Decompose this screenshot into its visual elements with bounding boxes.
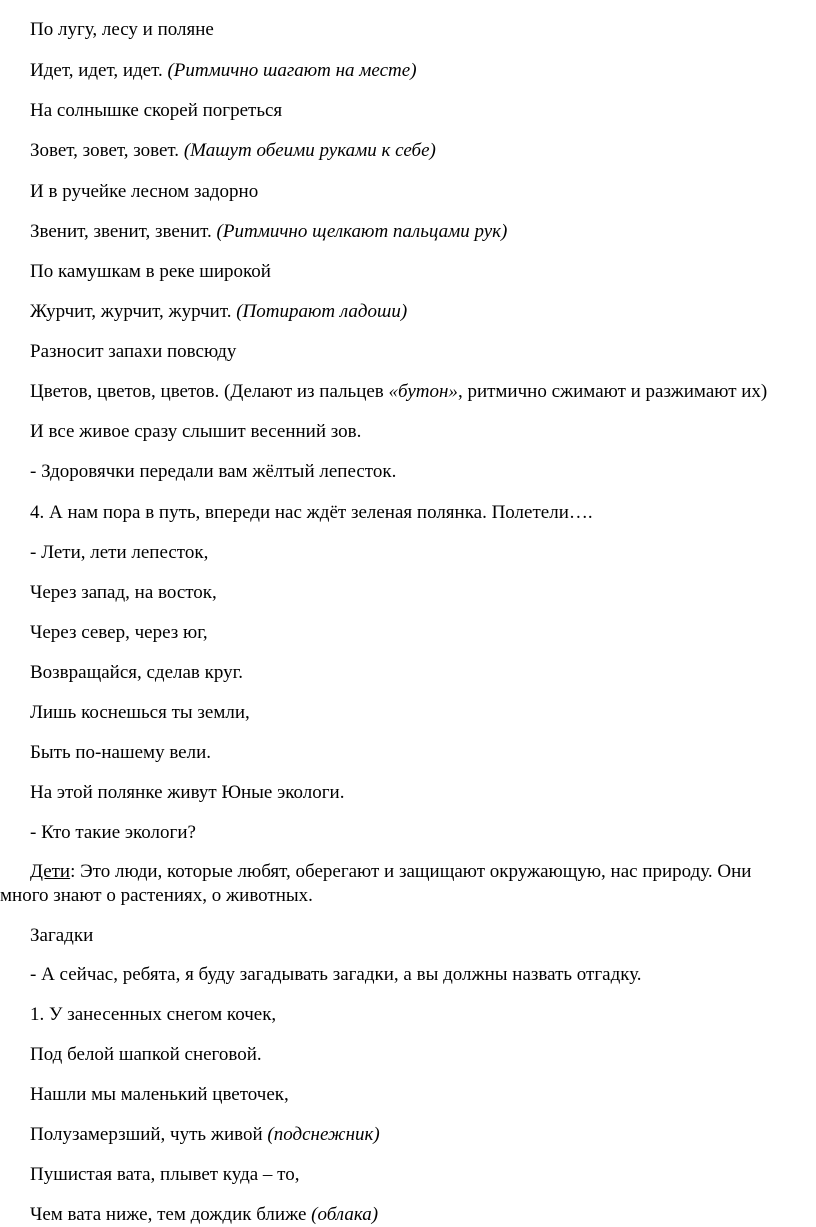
- text-line: [30, 380, 767, 404]
- children-answer-paragraph: [0, 860, 790, 908]
- line-text: По камушкам в реке широкой: [30, 261, 271, 282]
- text-line: [30, 460, 396, 484]
- text-line: [30, 300, 407, 324]
- stage-direction: «бутон»: [388, 381, 458, 402]
- line-text: Возвращайся, сделав круг.: [30, 662, 244, 683]
- stage-direction: (Ритмично шагают на месте): [167, 60, 417, 81]
- line-tail: , ритмично сжимают и разжимают их): [457, 381, 768, 402]
- line-text: Цветов, цветов, цветов. (Делают из пальцев: [30, 381, 389, 402]
- paragraph-continuation: много знают о растениях, о животных.: [0, 885, 313, 906]
- line-text: На этой полянке живут Юные экологи.: [30, 782, 345, 803]
- text-line: [30, 661, 243, 685]
- line-text: 4. А нам пора в путь, впереди нас ждёт зеленая полянка. Полетели….: [30, 502, 593, 523]
- line-text: - Кто такие экологи?: [30, 822, 196, 843]
- text-line: [30, 701, 250, 725]
- text-line: [30, 1043, 262, 1067]
- line-text: И в ручейке лесном задорно: [30, 181, 259, 202]
- stage-direction: (Машут обеими руками к себе): [183, 140, 436, 161]
- text-line: [30, 1083, 289, 1107]
- line-text: Зовет, зовет, зовет.: [30, 140, 184, 161]
- line-text: Быть по-нашему вели.: [30, 742, 212, 763]
- text-line: [30, 1163, 299, 1187]
- line-text: Полузамерзший, чуть живой: [30, 1124, 268, 1145]
- text-line: [30, 59, 417, 83]
- section-heading: [30, 924, 93, 948]
- speaker-label: Дети: [30, 861, 71, 882]
- text-line: [30, 1003, 276, 1027]
- line-text: Чем вата ниже, тем дождик ближе: [30, 1204, 312, 1225]
- riddle-answer: (облака): [311, 1204, 379, 1225]
- text-line: [30, 1203, 378, 1227]
- stage-direction: (Потирают ладоши): [236, 301, 408, 322]
- text-line: [30, 340, 236, 364]
- line-text: Звенит, звенит, звенит.: [30, 221, 217, 242]
- paragraph-text: : Это люди, которые любят, оберегают и защищают окружающую, нас природу. Они: [70, 861, 752, 882]
- line-text: 1. У занесенных снегом кочек,: [30, 1004, 277, 1025]
- heading-text: Загадки: [30, 925, 94, 946]
- line-text: Пушистая вата, плывет куда – то,: [30, 1164, 300, 1185]
- text-line: [30, 220, 507, 244]
- text-line: [30, 581, 217, 605]
- paragraph-first-line: [0, 860, 790, 884]
- line-text: Разносит запахи повсюду: [30, 341, 237, 362]
- line-text: И все живое сразу слышит весенний зов.: [30, 421, 362, 442]
- line-text: - А сейчас, ребята, я буду загадывать загадки, а вы должны назвать отгадку.: [30, 964, 642, 985]
- line-text: - Лети, лети лепесток,: [30, 542, 209, 563]
- text-line: [30, 621, 208, 645]
- riddle-answer: (подснежник): [267, 1124, 380, 1145]
- text-line: [30, 963, 642, 987]
- line-text: Через север, через юг,: [30, 622, 208, 643]
- text-line: [30, 741, 211, 765]
- text-line: [30, 260, 271, 284]
- line-text: Нашли мы маленький цветочек,: [30, 1084, 289, 1105]
- line-text: По лугу, лесу и поляне: [30, 19, 214, 40]
- line-text: Журчит, журчит, журчит.: [30, 301, 237, 322]
- text-line: [30, 821, 196, 845]
- text-line: [30, 139, 436, 163]
- line-text: На солнышке скорей погреться: [30, 100, 283, 121]
- text-line: [30, 180, 258, 204]
- line-text: Через запад, на восток,: [30, 582, 217, 603]
- line-text: - Здоровячки передали вам жёлтый лепесток.: [30, 461, 397, 482]
- stage-direction: (Ритмично щелкают пальцами рук): [216, 221, 508, 242]
- text-line: [30, 18, 214, 42]
- text-line: [30, 420, 361, 444]
- line-text: Под белой шапкой снеговой.: [30, 1044, 262, 1065]
- text-line: [30, 99, 282, 123]
- line-text: Лишь коснешься ты земли,: [30, 702, 250, 723]
- text-line: [30, 781, 344, 805]
- text-line: [30, 1123, 380, 1147]
- text-line: [30, 541, 208, 565]
- line-text: Идет, идет, идет.: [30, 60, 168, 81]
- text-line: [30, 501, 593, 525]
